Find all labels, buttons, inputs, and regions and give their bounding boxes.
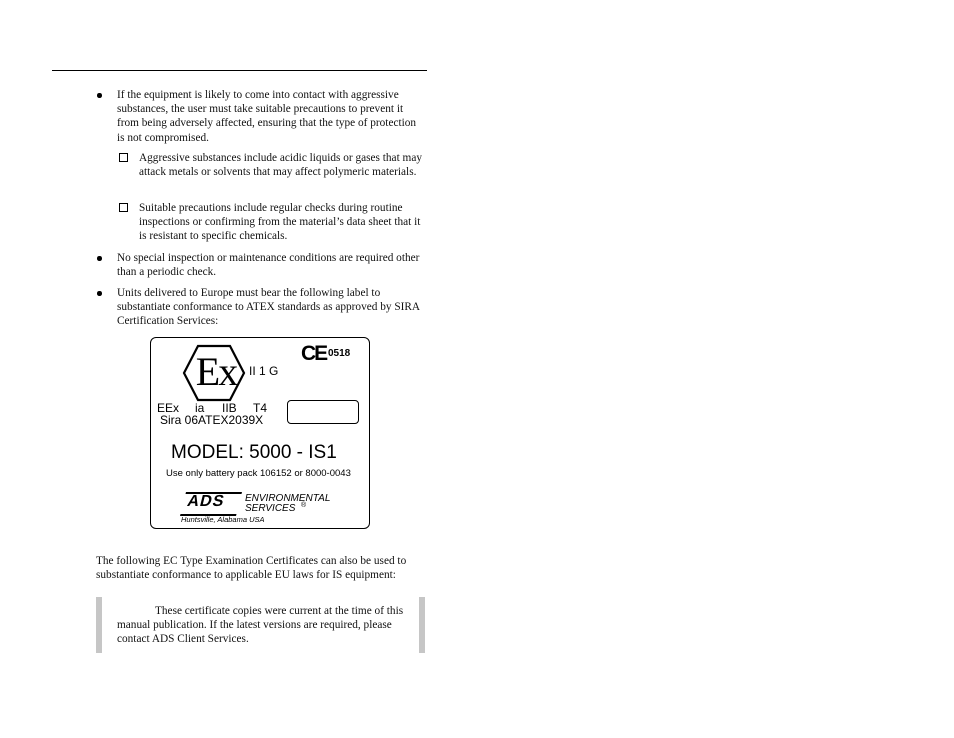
bullet-dot bbox=[97, 291, 102, 296]
bullet-dot bbox=[97, 93, 102, 98]
ex-mark: Ex bbox=[195, 349, 237, 394]
bullet-text-aggressive-substances: If the equipment is likely to come into contact with aggressive substances, the user must take suitable precautions to prevent it from being adversely affected, ensuring that the type of protection is not compromised. bbox=[117, 89, 417, 144]
registered-mark: ® bbox=[301, 502, 307, 509]
model-number: MODEL: 5000 - IS1 bbox=[171, 442, 337, 463]
note-bar-right bbox=[419, 597, 425, 653]
ads-logo-icon: ADS bbox=[180, 492, 242, 516]
marking-ia: ia bbox=[195, 401, 205, 415]
bullet-text-inspection: No special inspection or maintenance conditions are required other than a periodic check. bbox=[117, 252, 420, 279]
serial-number-box bbox=[287, 400, 359, 424]
header-rule bbox=[52, 70, 427, 71]
logo-location: Huntsville, Alabama USA bbox=[181, 515, 265, 524]
logo-environmental: ENVIRONMENTAL bbox=[245, 493, 331, 504]
certificates-paragraph: The following EC Type Examination Certificates can also be used to substantiate conformance to applicable EU laws for IS equipment: bbox=[96, 555, 407, 582]
note-bar-left bbox=[96, 597, 102, 653]
certificate-number: Sira 06ATEX2039X bbox=[160, 413, 264, 427]
checkbox-bullet-icon bbox=[119, 153, 128, 162]
note-box bbox=[96, 597, 425, 653]
marking-eex: EEx bbox=[157, 401, 180, 415]
marking-gas-group: IIB bbox=[222, 401, 237, 415]
battery-warning: Use only battery pack 106152 or 8000-0043 bbox=[166, 468, 351, 479]
logo-services: SERVICES bbox=[245, 503, 296, 514]
ce-mark-icon: CE bbox=[301, 342, 327, 365]
notified-body-number: 0518 bbox=[328, 348, 351, 359]
note-text: These certificate copies were current at the time of this manual publication. If the latest versions are required, please contact ADS Client Services. bbox=[117, 605, 404, 646]
bullet-text-atex-label: Units delivered to Europe must bear the following label to substantiate conformance to ATEX standards as approved by SIRA Certification Services: bbox=[117, 287, 420, 328]
checkbox-bullet-icon bbox=[119, 203, 128, 212]
bullet-dot bbox=[97, 256, 102, 261]
atex-label bbox=[150, 337, 370, 529]
sub-bullet-text-aggressive-definition: Aggressive substances include acidic liquids or gases that may attack metals or solvents that may affect polymeric materials. bbox=[139, 152, 422, 179]
equipment-group: II 1 G bbox=[249, 364, 279, 378]
sub-bullet-text-suitable-precautions: Suitable precautions include regular checks during routine inspections or confirming from the material’s data sheet that it is resistant to specific chemicals. bbox=[139, 202, 421, 243]
marking-temp-class: T4 bbox=[253, 401, 268, 415]
